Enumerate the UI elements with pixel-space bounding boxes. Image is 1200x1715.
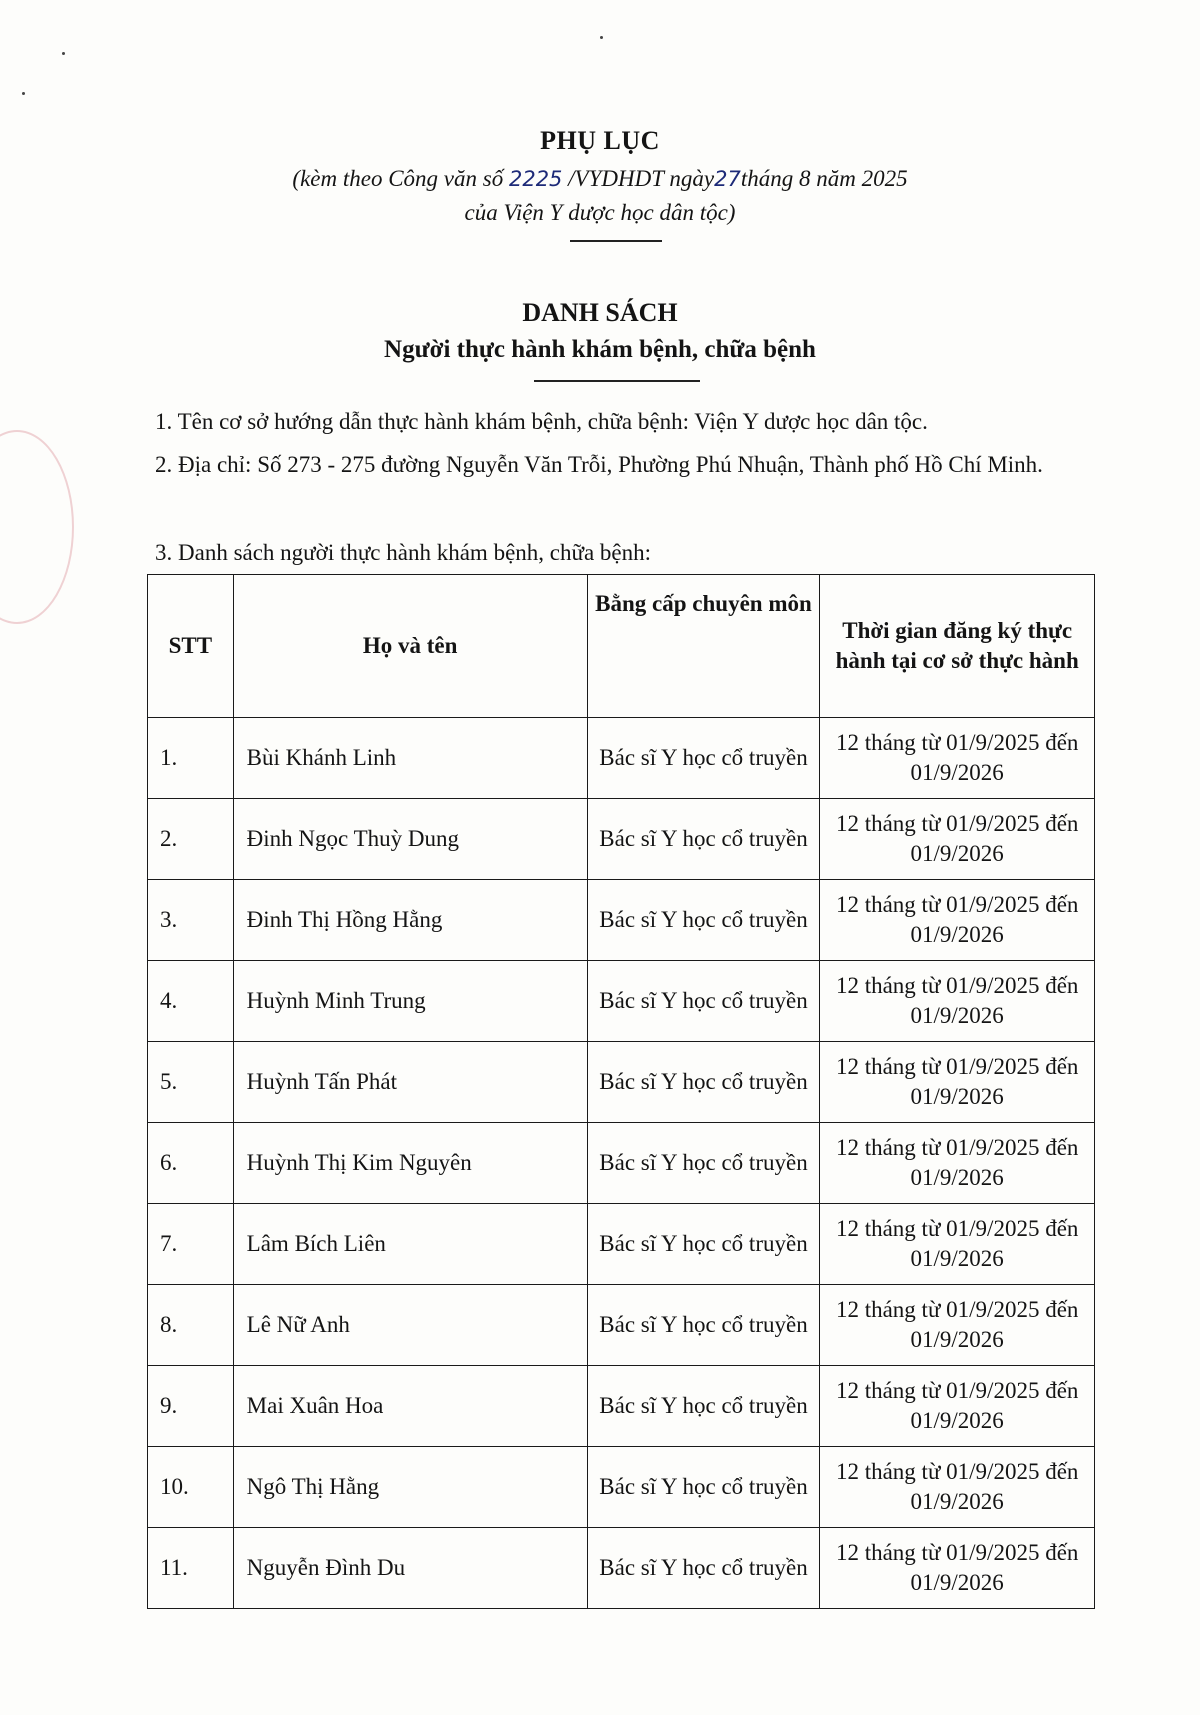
row-stt: 10.: [148, 1447, 234, 1528]
divider: [570, 240, 662, 242]
table-row: [148, 799, 1095, 880]
row-time: 12 tháng từ 01/9/2025 đến 01/9/2026: [820, 1123, 1095, 1204]
row-degree: Bác sĩ Y học cổ truyền: [587, 1366, 820, 1447]
reference-issuer: của Viện Y dược học dân tộc): [464, 200, 736, 225]
row-stt: 7.: [148, 1204, 234, 1285]
row-name: Huỳnh Tấn Phát: [233, 1042, 587, 1123]
row-degree: Bác sĩ Y học cổ truyền: [587, 1447, 820, 1528]
row-stt: 4.: [148, 961, 234, 1042]
row-degree: Bác sĩ Y học cổ truyền: [587, 961, 820, 1042]
handwritten-document-number: 2225: [508, 167, 563, 191]
row-time: 12 tháng từ 01/9/2025 đến 01/9/2026: [820, 1447, 1095, 1528]
row-degree: Bác sĩ Y học cổ truyền: [587, 1204, 820, 1285]
row-degree: Bác sĩ Y học cổ truyền: [587, 1042, 820, 1123]
row-time: 12 tháng từ 01/9/2025 đến 01/9/2026: [820, 718, 1095, 799]
table-row: [148, 1123, 1095, 1204]
table-row: [148, 1366, 1095, 1447]
row-time: 12 tháng từ 01/9/2025 đến 01/9/2026: [820, 1204, 1095, 1285]
row-stt: 11.: [148, 1528, 234, 1609]
row-name: Nguyễn Đình Du: [233, 1528, 587, 1609]
row-name: Bùi Khánh Linh: [233, 718, 587, 799]
row-name: Đinh Thị Hồng Hằng: [233, 880, 587, 961]
scan-speck: [22, 92, 25, 95]
row-stt: 6.: [148, 1123, 234, 1204]
row-time: 12 tháng từ 01/9/2025 đến 01/9/2026: [820, 1042, 1095, 1123]
row-name: Lê Nữ Anh: [233, 1285, 587, 1366]
row-stt: 9.: [148, 1366, 234, 1447]
row-name: Ngô Thị Hằng: [233, 1447, 587, 1528]
list-intro-paragraph: 3. Danh sách người thực hành khám bệnh, chữa bệnh:: [155, 540, 652, 565]
table-row: [148, 1042, 1095, 1123]
header-stt: STT: [148, 575, 234, 718]
row-stt: 2.: [148, 799, 234, 880]
reference-line: [0, 166, 1200, 192]
table-row: [148, 718, 1095, 799]
row-time: 12 tháng từ 01/9/2025 đến 01/9/2026: [820, 799, 1095, 880]
table-body: [148, 718, 1095, 1609]
scan-speck: [600, 36, 603, 39]
appendix-title: PHỤ LỤC: [540, 126, 660, 155]
table-row: [148, 880, 1095, 961]
row-degree: Bác sĩ Y học cổ truyền: [587, 1528, 820, 1609]
table-header-row: [148, 575, 1095, 718]
row-degree: Bác sĩ Y học cổ truyền: [587, 1285, 820, 1366]
scan-speck: [62, 52, 65, 55]
row-time: 12 tháng từ 01/9/2025 đến 01/9/2026: [820, 1366, 1095, 1447]
row-name: Huỳnh Thị Kim Nguyên: [233, 1123, 587, 1204]
row-stt: 8.: [148, 1285, 234, 1366]
facility-name-paragraph: 1. Tên cơ sở hướng dẫn thực hành khám bệnh, chữa bệnh: Viện Y dược học dân tộc.: [155, 409, 928, 434]
practitioner-table: [147, 574, 1095, 1609]
faded-stamp: [0, 430, 74, 624]
reference-mid: /VYDHDT ngày: [562, 166, 715, 191]
row-degree: Bác sĩ Y học cổ truyền: [587, 799, 820, 880]
list-subtitle: Người thực hành khám bệnh, chữa bệnh: [384, 336, 816, 363]
divider: [534, 380, 700, 382]
row-name: Đinh Ngọc Thuỳ Dung: [233, 799, 587, 880]
row-time: 12 tháng từ 01/9/2025 đến 01/9/2026: [820, 1285, 1095, 1366]
header-name: Họ và tên: [233, 575, 587, 718]
row-name: Lâm Bích Liên: [233, 1204, 587, 1285]
row-name: Mai Xuân Hoa: [233, 1366, 587, 1447]
row-degree: Bác sĩ Y học cổ truyền: [587, 880, 820, 961]
row-time: 12 tháng từ 01/9/2025 đến 01/9/2026: [820, 1528, 1095, 1609]
list-title: DANH SÁCH: [522, 298, 678, 327]
handwritten-day: 27: [714, 167, 741, 191]
header-time: Thời gian đăng ký thực hành tại cơ sở thực hành: [820, 575, 1095, 718]
row-time: 12 tháng từ 01/9/2025 đến 01/9/2026: [820, 961, 1095, 1042]
table-row: [148, 1528, 1095, 1609]
row-degree: Bác sĩ Y học cổ truyền: [587, 718, 820, 799]
reference-suffix: tháng 8 năm 2025: [740, 166, 908, 191]
row-time: 12 tháng từ 01/9/2025 đến 01/9/2026: [820, 880, 1095, 961]
row-name: Huỳnh Minh Trung: [233, 961, 587, 1042]
row-stt: 1.: [148, 718, 234, 799]
table-row: [148, 1447, 1095, 1528]
table-row: [148, 961, 1095, 1042]
header-degree: Bằng cấp chuyên môn: [587, 575, 820, 718]
row-stt: 5.: [148, 1042, 234, 1123]
row-stt: 3.: [148, 880, 234, 961]
row-degree: Bác sĩ Y học cổ truyền: [587, 1123, 820, 1204]
table-row: [148, 1285, 1095, 1366]
table-row: [148, 1204, 1095, 1285]
reference-prefix: (kèm theo Công văn số: [292, 166, 509, 191]
address-paragraph: 2. Địa chỉ: Số 273 - 275 đường Nguyễn Văn Trỗi, Phường Phú Nhuận, Thành phố Hồ Chí Minh.: [155, 452, 1043, 477]
